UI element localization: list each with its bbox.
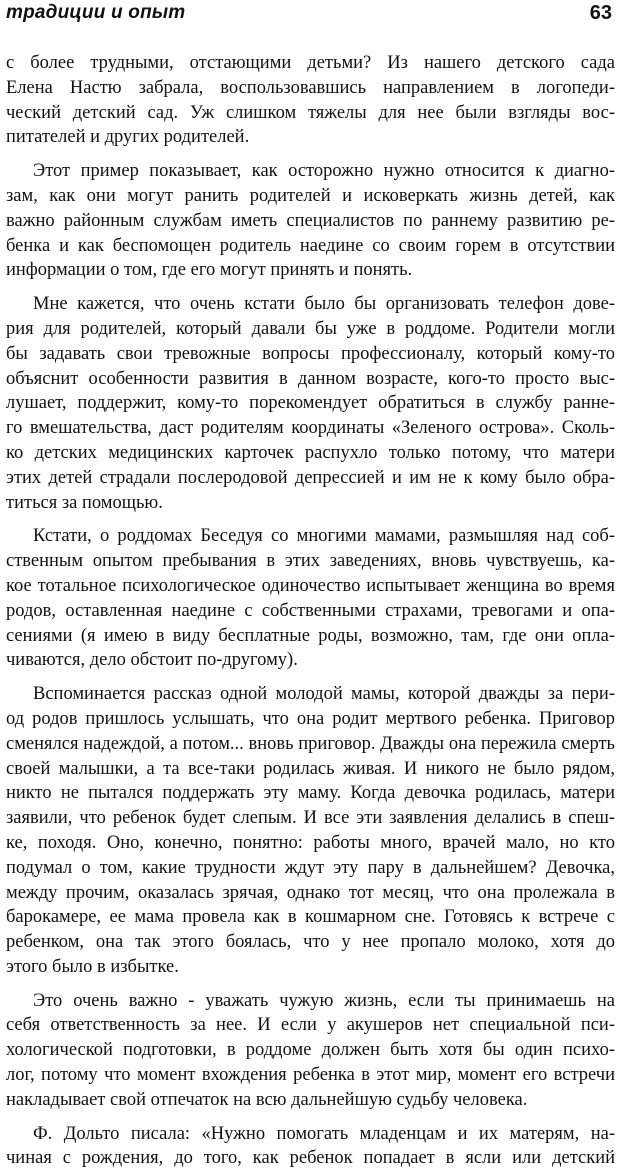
- text-line: Кстати, о роддомах Беседуя со многими мамами, размышляя над соб-: [33, 526, 615, 547]
- text-line: ственным опытом пребывания в этих заведениях, вновь чувствуешь, ка-: [6, 551, 615, 572]
- text-line: Этот пример показывает, как осторожно нужно относится к диагно-: [33, 161, 615, 182]
- text-line: рия для родителей, который давали бы уже в роддоме. Родители могли: [6, 318, 615, 339]
- text-line: ческий детский сад. Уж слишком тяжелы для нее были взгляды вос-: [6, 102, 615, 123]
- text-line: лушает, поддержит, кому-то порекомендует обратиться в службу ранне-: [6, 393, 615, 414]
- text-line: между прочим, оказалась зрячая, однако тот месяц, что она пролежала в: [6, 882, 615, 903]
- text-line: сменялся надеждой, а потом... вновь приговор. Дважды она пережила смерть: [6, 733, 615, 754]
- text-line: титься за помощью.: [6, 492, 163, 513]
- paragraph: [6, 292, 615, 515]
- paragraph: [6, 1122, 615, 1171]
- text-line: Это очень важно - уважать чужую жизнь, если ты принимаешь на: [33, 990, 615, 1011]
- paragraph: [6, 159, 615, 283]
- text-line: питателей и других родителей.: [6, 127, 250, 148]
- text-line: ке, походя. Оно, конечно, понятно: работы много, врачей мало, но кто: [6, 832, 615, 853]
- text-line: Вспоминается рассказ одной молодой мамы, которой дважды за пери-: [33, 684, 615, 705]
- text-line: важно районным службам иметь специалистов по раннему развитию ре-: [6, 210, 615, 231]
- text-line: этих детей страдали послеродовой депрессией и им не к кому было обра-: [6, 467, 615, 488]
- text-line: чиваются, дело обстоит по-другому).: [6, 650, 298, 671]
- text-line: с более трудными, отстающими детьми? Из нашего детского сада: [6, 53, 615, 73]
- text-line: подумал о том, какие трудности ждут эту пару в дальнейшем? Девочка,: [6, 857, 615, 878]
- body-text: [6, 51, 615, 1171]
- text-line: бенка и как беспомощен родитель наедине со своим горем в отсутствии: [6, 235, 615, 256]
- text-line: родов, оставленная наедине с собственными страхами, тревогами и опа-: [6, 600, 615, 621]
- text-line: своей малышки, а та все-таки родилась живая. И никого не было рядом,: [6, 758, 615, 779]
- text-line: Ф. Дольто писала: «Нужно помогать младенцам и их матерям, на-: [33, 1123, 615, 1144]
- running-header: [6, 2, 612, 26]
- text-line: объяснит особенности развития в данном возрасте, кого-то просто выс-: [6, 368, 615, 389]
- text-line: информации о том, где его могут принять и понять.: [6, 260, 413, 281]
- paragraph: [6, 989, 615, 1113]
- text-line: себя ответственность за нее. И если у акушеров нет специальной пси-: [6, 1015, 615, 1036]
- text-line: этого было в избытке.: [6, 956, 179, 977]
- text-line: го вмешательства, даст родителям координаты «Зеленого острова». Сколь-: [6, 418, 615, 439]
- paragraph: [6, 51, 615, 150]
- text-line: ко детских медицинских карточек распухло только потому, что матери: [6, 442, 615, 463]
- text-line: бы задавать свои тревожные вопросы профессионалу, который кому-то: [6, 343, 615, 364]
- section-title: традиции и опыт: [6, 2, 186, 23]
- paragraph: [6, 682, 615, 980]
- paragraph: [6, 524, 615, 673]
- text-line: заявили, что ребенок будет слепым. И все эти заявления делались в спеш-: [6, 808, 615, 829]
- text-line: кое тотальное психологическое одиночество испытывает женщина во время: [6, 575, 615, 596]
- text-line: лог, потому что момент вхождения ребенка в этот мир, момент его встречи: [6, 1065, 615, 1086]
- text-line: чиная с рождения, до того, как ребенок попадает в ясли или детский: [6, 1148, 615, 1169]
- text-line: накладывает свой отпечаток на всю дальнейшую судьбу человека.: [6, 1089, 528, 1110]
- text-line: од родов пришлось услышать, что она родит мертвого ребенка. Приговор: [6, 708, 615, 729]
- text-line: Елена Настю забрала, воспользовавшись направлением в логопеди-: [6, 77, 615, 98]
- text-line: никто не пытался поддержать эту маму. Когда девочка родилась, матери: [6, 783, 615, 804]
- text-line: хологической подготовки, в роддоме должен быть хотя бы один психо-: [6, 1040, 615, 1061]
- text-line: барокамере, ее мама провела как в кошмарном сне. Готовясь к встрече с: [6, 907, 615, 928]
- text-line: сениями (я имею в виду бесплатные роды, возможно, там, где они опла-: [6, 625, 615, 646]
- text-line: зам, как они могут ранить родителей и исковеркать жизнь детей, как: [6, 185, 615, 206]
- page-number: 63: [589, 2, 612, 24]
- text-line: ребенком, она так этого боялась, что у нее пропало молоко, хотя до: [6, 932, 615, 953]
- text-line: Мне кажется, что очень кстати было бы организовать телефон дове-: [33, 294, 615, 315]
